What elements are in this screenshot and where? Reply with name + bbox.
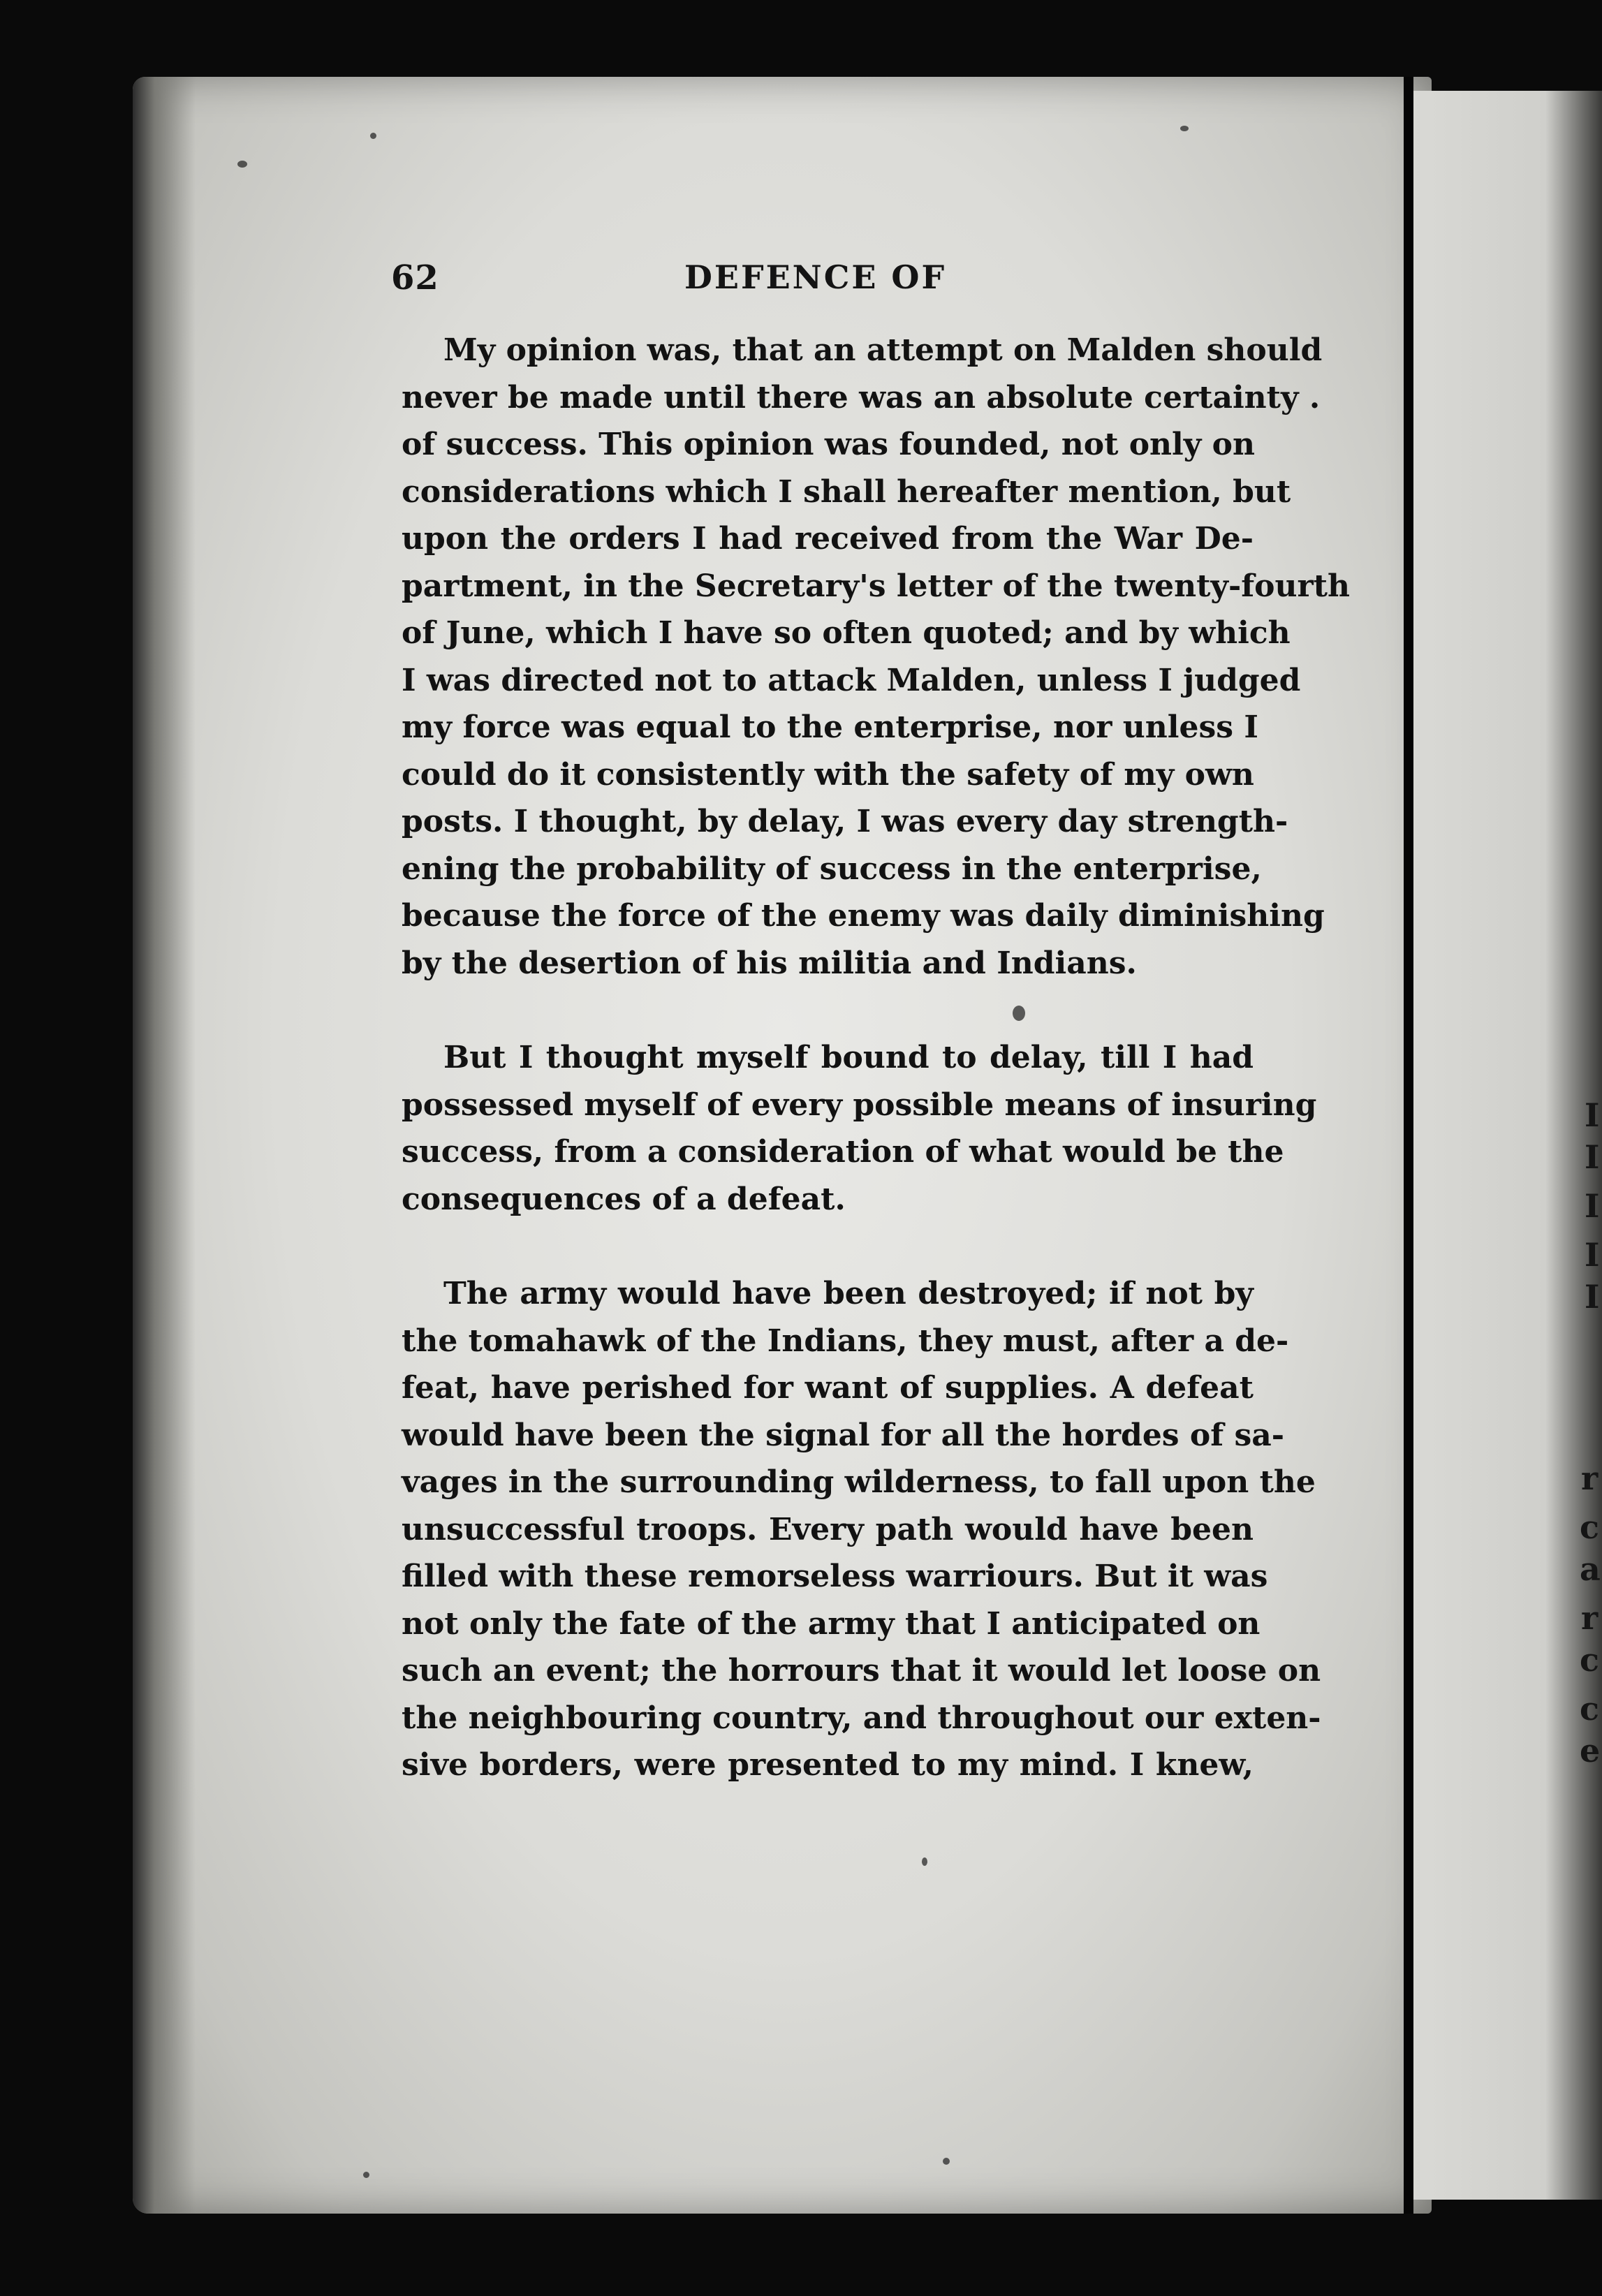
text-line: because the force of the enemy was daily diminishing	[402, 898, 1325, 934]
text-line: my force was equal to the enterprise, nor unless I	[402, 709, 1258, 745]
binding-fold	[1404, 77, 1413, 2214]
text-line: the neighbouring country, and throughout our exten-	[402, 1700, 1321, 1736]
text-line: of June, which I have so often quoted; and by which	[402, 615, 1291, 651]
scan-speck	[237, 161, 247, 168]
page-number: 62	[391, 258, 439, 297]
text-line: success, from a consideration of what would be the	[402, 1134, 1284, 1170]
scan-speck	[363, 2172, 369, 2178]
right-page-glyph: c	[1580, 1508, 1600, 1546]
text-line: could do it consistently with the safety of my own	[402, 756, 1254, 793]
text-line: feat, have perished for want of supplies. A defeat	[402, 1370, 1254, 1406]
text-line: unsuccessful troops. Every path would have been	[402, 1511, 1254, 1547]
scan-speck	[922, 1857, 927, 1866]
text-line: by the desertion of his militia and Indians.	[402, 945, 1137, 981]
running-title: DEFENCE OF	[684, 258, 947, 296]
scan-speck	[943, 2158, 950, 2165]
text-line: posts. I thought, by delay, I was every day strength-	[402, 804, 1288, 839]
text-line: I was directed not to attack Malden, unless I judged	[402, 662, 1301, 698]
paragraph	[402, 1270, 1321, 1789]
right-page-glyph: I	[1585, 1187, 1600, 1225]
text-line: ening the probability of success in the enterprise,	[402, 851, 1262, 887]
right-page-glyph: e	[1580, 1732, 1601, 1769]
right-page-glyph: I	[1585, 1278, 1600, 1316]
adjacent-page-fragment	[1413, 91, 1602, 2200]
right-page-glyph: a	[1580, 1550, 1601, 1588]
text-line: considerations which I shall hereafter mention, but	[402, 473, 1291, 510]
right-page-glyph: r	[1581, 1599, 1599, 1637]
scan-speck	[370, 133, 376, 139]
text-line: The army would have been destroyed; if not by	[443, 1276, 1254, 1311]
text-line: My opinion was, that an attempt on Malden should	[443, 332, 1323, 368]
page-shadow-edge	[133, 77, 196, 2214]
paragraph	[402, 327, 1350, 987]
scan-speck	[1180, 126, 1189, 131]
body-text	[402, 327, 1350, 1789]
text-line: consequences of a defeat.	[402, 1181, 846, 1217]
text-line: such an event; the horrours that it would let loose on	[402, 1653, 1321, 1688]
text-line: the tomahawk of the Indians, they must, after a de-	[402, 1323, 1289, 1359]
text-line: upon the orders I had received from the War De-	[402, 521, 1254, 557]
text-line: never be made until there was an absolute certainty .	[402, 379, 1321, 415]
text-line: But I thought myself bound to delay, till I had	[443, 1040, 1254, 1075]
right-page-glyph: r	[1581, 1459, 1599, 1497]
text-line: would have been the signal for all the hordes of sa-	[402, 1417, 1285, 1453]
text-line: possessed myself of every possible means of insuring	[402, 1087, 1317, 1123]
text-line: partment, in the Secretary's letter of the twenty-fourth	[402, 568, 1350, 604]
text-line: sive borders, were presented to my mind. I knew,	[402, 1747, 1254, 1783]
right-page-glyph: I	[1585, 1138, 1600, 1176]
right-page-glyph: c	[1580, 1641, 1600, 1679]
right-page-glyph: I	[1585, 1096, 1600, 1134]
paragraph	[402, 1034, 1317, 1223]
text-line: vages in the surrounding wilderness, to fall upon the	[402, 1464, 1316, 1500]
text-line: filled with these remorseless warriours. But it was	[402, 1559, 1268, 1594]
text-line: of success. This opinion was founded, not only on	[402, 427, 1255, 462]
right-page-glyph: I	[1585, 1236, 1600, 1274]
text-line: not only the fate of the army that I anticipated on	[402, 1605, 1261, 1642]
running-head	[391, 258, 1299, 307]
right-page-glyph: c	[1580, 1690, 1600, 1728]
